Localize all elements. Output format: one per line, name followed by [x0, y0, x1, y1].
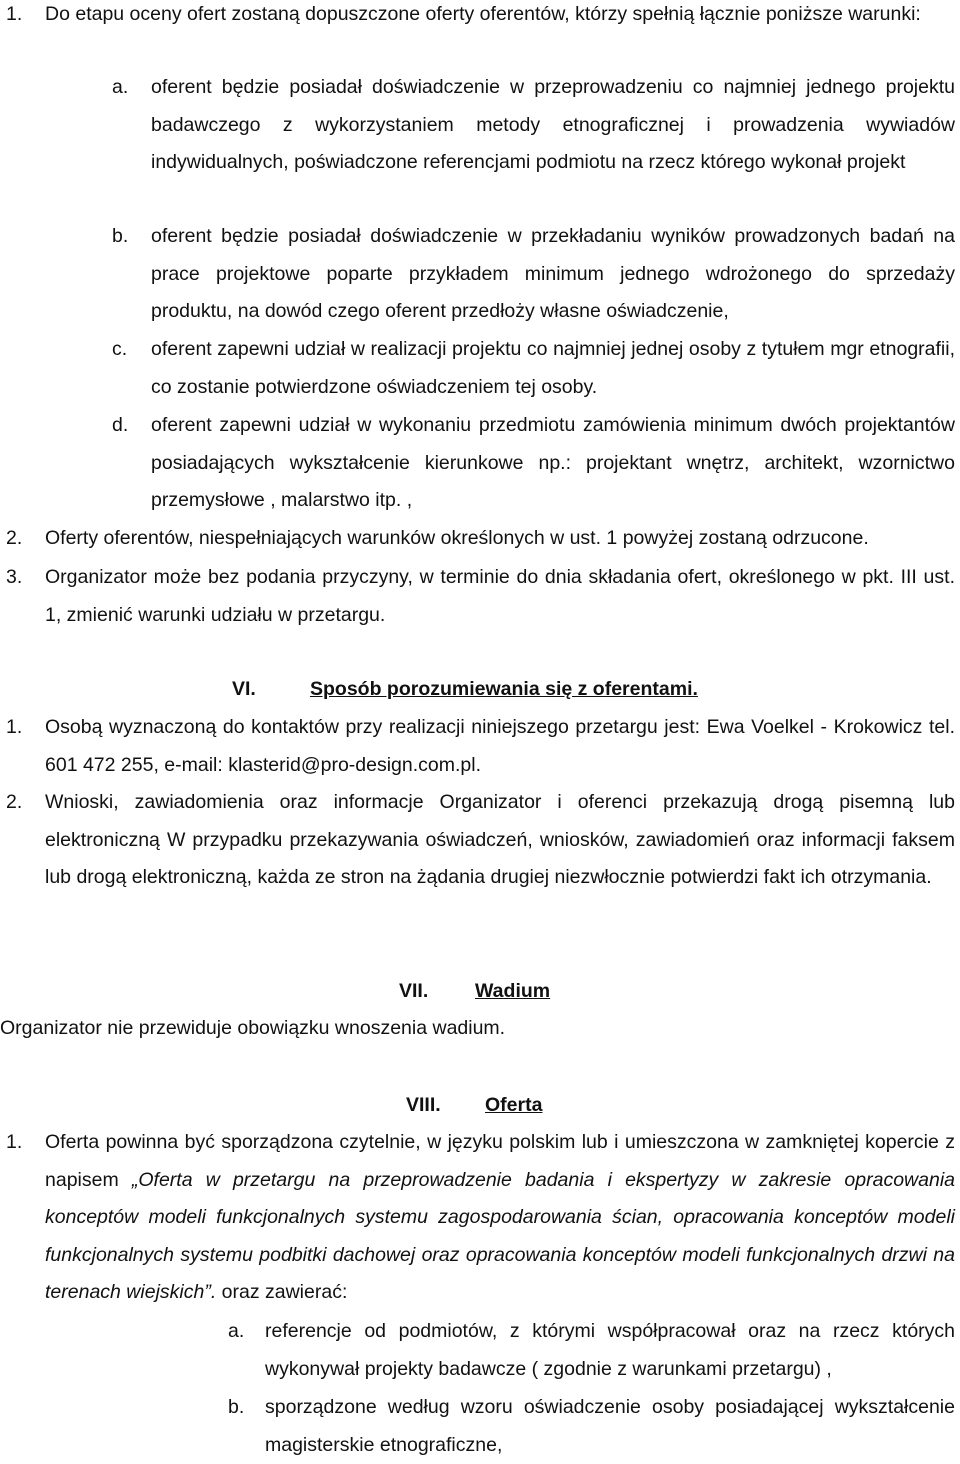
envelope-caption: „Oferta w przetargu na przeprowadzenie badania i ekspertyzy w zakresie opracowania konceptów modeli funkcjonalnych systemu zagospodarowania ścian, opracowania konceptów modeli funkcjonalnych systemu podbitki dachowej oraz opracowania konceptów modeli funkcjonalnych drzwi na terenach wiejskich”. — [45, 1168, 956, 1303]
sub-item-letter: b. — [112, 225, 129, 247]
section-number: VIII. — [406, 1094, 441, 1116]
sub-item-text: oferent zapewni udział w wykonaniu przedmiotu zamówienia minimum dwóch projektantów posiadających wykształcenie kierunkowe np.: projektant wnętrz, architekt, wzornictwo przemysłowe , malarstwo itp. , — [151, 414, 955, 511]
section-number: VII. — [399, 980, 429, 1002]
section-heading — [232, 671, 698, 709]
sub-item-text: oferent będzie posiadał doświadczenie w przekładaniu wyników prowadzonych badań na prace projektowe poparte przykładem minimum jednego wdrożonego do sprzedaży produktu, na dowód czego oferent przedłoży własne oświadczenie, — [151, 225, 955, 322]
sub-item-text: referencje od podmiotów, z którymi współpracował oraz na rzecz których wykonywał projekty badawcze ( zgodnie z warunkami przetargu) , — [265, 1320, 955, 1380]
section-title: Oferta — [485, 1094, 543, 1116]
item-number: 3. — [6, 566, 23, 588]
sub-item-letter: a. — [112, 76, 129, 98]
sub-item-letter: a. — [228, 1320, 245, 1342]
item-text: Osobą wyznaczoną do kontaktów przy realizacji niniejszego przetargu jest: Ewa Voelkel - Krokowicz tel. 601 472 255, e-mail: klasterid@pro-design.com.pl. — [45, 716, 955, 776]
section-heading — [399, 973, 550, 1011]
section-title: Sposób porozumiewania się z oferentami. — [310, 678, 698, 700]
sub-item-text: oferent zapewni udział w realizacji projektu co najmniej jednej osoby z tytułem mgr etnografii, co zostanie potwierdzone oświadczeniem tej osoby. — [151, 338, 955, 398]
item-text: Organizator może bez podania przyczyny, w terminie do dnia składania ofert, określonego w pkt. III ust. 1, zmienić warunki udziału w przetargu. — [45, 566, 955, 626]
sub-item-text: oferent będzie posiadał doświadczenie w przeprowadzeniu co najmniej jednego projektu badawczego z wykorzystaniem metody etnograficznej i prowadzenia wywiadów indywidualnych, poświadczone referencjami podmiotu na rzecz którego wykonał projekt — [151, 76, 955, 173]
sub-item-letter: b. — [228, 1396, 245, 1418]
paragraph: Organizator nie przewiduje obowiązku wnoszenia wadium. — [0, 1017, 506, 1039]
item-text: Oferty oferentów, niespełniających warunków określonych w ust. 1 powyżej zostaną odrzucone. — [45, 527, 869, 549]
sub-item-letter: c. — [112, 338, 128, 360]
item-number: 1. — [6, 1131, 23, 1153]
item-number: 2. — [6, 791, 23, 813]
item-text — [45, 1124, 955, 1312]
item-number: 1. — [6, 3, 23, 25]
section-heading — [406, 1087, 542, 1125]
section-number: VI. — [232, 678, 256, 700]
item-number: 1. — [6, 716, 23, 738]
item-text: Wnioski, zawiadomienia oraz informacje Organizator i oferenci przekazują drogą pisemną lub elektroniczną W przypadku przekazywania oświadczeń, wniosków, zawiadomień oraz informacji faksem lub drogą elektroniczną, każda ze stron na żądania drugiej niezwłocznie potwierdzi fakt ich otrzymania. — [45, 791, 955, 888]
item-tail: oraz zawierać: — [216, 1281, 348, 1303]
item-lead: Oferta powinna być sporządzona czytelnie, w języku polskim lub i umieszczona w zamkniętej kopercie z napisem — [45, 1131, 955, 1191]
section-title: Wadium — [475, 980, 551, 1002]
sub-item-text: sporządzone według wzoru oświadczenie osoby posiadającej wykształcenie magisterskie etnograficzne, — [265, 1396, 955, 1456]
item-text: Do etapu oceny ofert zostaną dopuszczone oferty oferentów, którzy spełnią łącznie poniższe warunki: — [45, 3, 921, 25]
sub-item-letter: d. — [112, 414, 129, 436]
item-number: 2. — [6, 527, 23, 549]
